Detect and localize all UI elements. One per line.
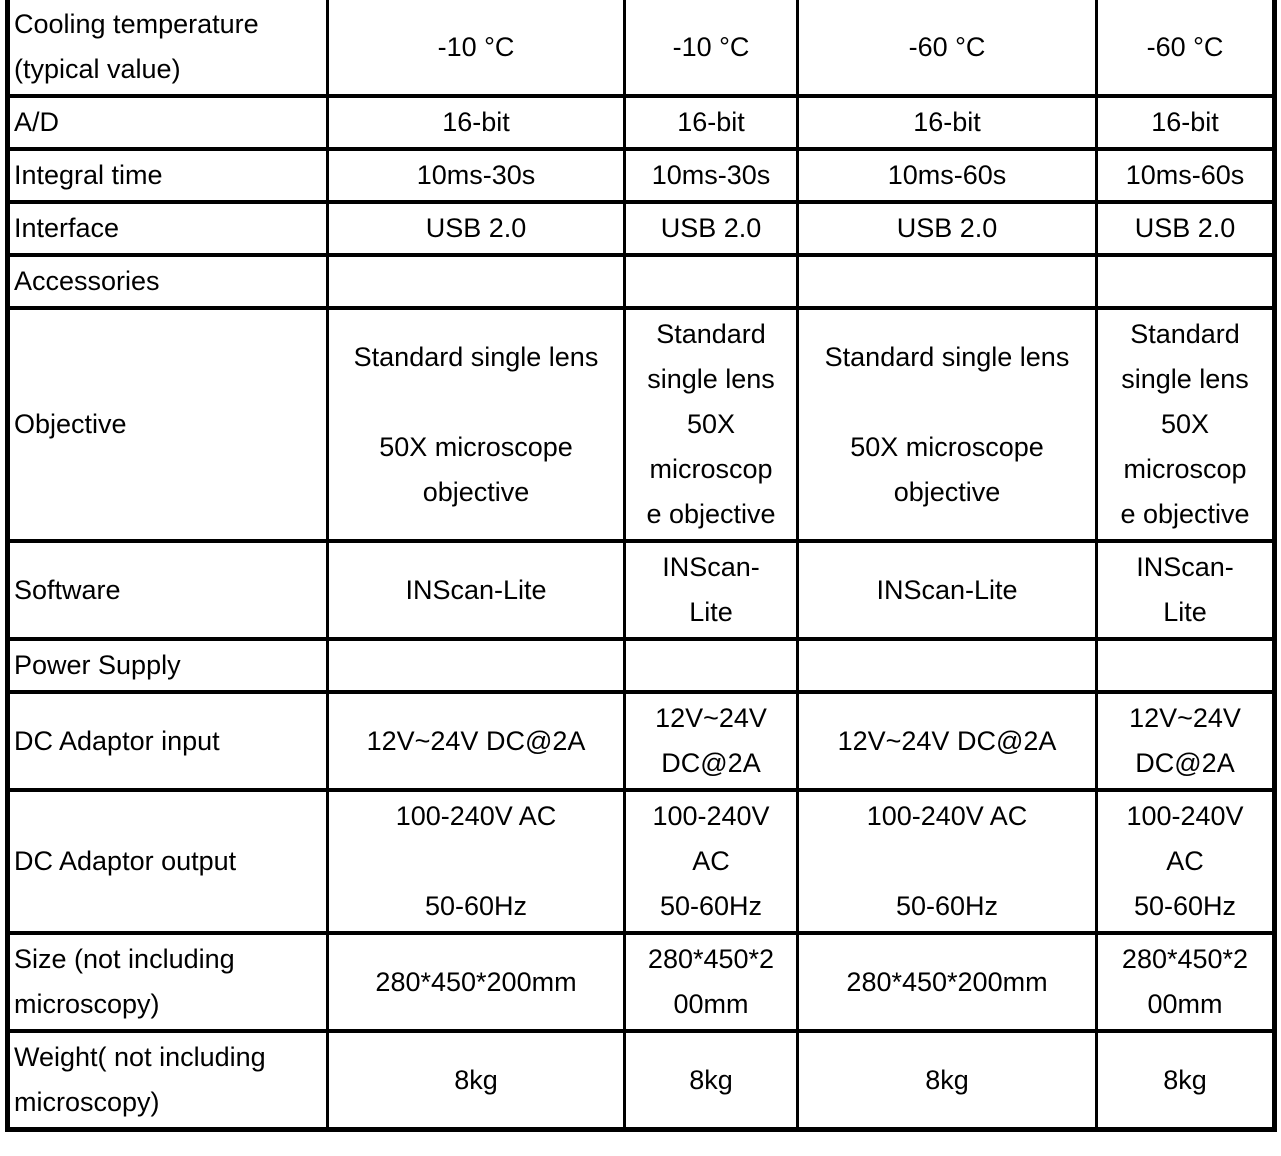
value-cell-col1	[328, 202, 625, 255]
blank-line	[1102, 259, 1268, 304]
value-cell-col3	[798, 0, 1097, 96]
row-label	[8, 149, 328, 202]
text-line: Standard	[1130, 319, 1240, 349]
value-cell-col4	[1097, 96, 1275, 149]
value-cell-col4	[1097, 933, 1275, 1031]
text-line: USB 2.0	[896, 213, 998, 243]
spec-table	[5, 0, 1277, 1132]
value-cell-col4	[1097, 541, 1275, 639]
text-line: 50-60Hz	[424, 891, 528, 921]
value-cell-col2	[625, 790, 798, 933]
text-line: INScan-	[662, 552, 760, 582]
text-line: 100-240V AC	[866, 801, 1028, 831]
blank-line	[1102, 643, 1268, 688]
blank-line	[333, 380, 619, 425]
value-cell-col3	[798, 255, 1097, 308]
text-line: 8kg	[925, 1064, 969, 1095]
text-line: Standard single lens	[824, 341, 1070, 372]
text-line: 8kg	[454, 1064, 498, 1095]
text-line: AC	[692, 846, 730, 876]
value-cell-col1	[328, 541, 625, 639]
value-cell-col2	[625, 692, 798, 790]
text-line: 12V~24V	[655, 703, 767, 733]
text-line: 50X	[1160, 409, 1210, 439]
text-line: (typical value)	[14, 54, 181, 84]
text-line: 8kg	[689, 1064, 733, 1095]
row-label	[8, 639, 328, 692]
row-label	[8, 692, 328, 790]
text-line: 16-bit	[913, 107, 981, 137]
text-line: 100-240V AC	[395, 801, 557, 831]
text-line: 100-240V	[1126, 801, 1244, 831]
table-row	[8, 149, 1275, 202]
value-cell-col3	[798, 639, 1097, 692]
value-cell-col3	[798, 96, 1097, 149]
value-cell-col3	[798, 790, 1097, 933]
text-line: 10ms-60s	[887, 160, 1007, 190]
table-row	[8, 202, 1275, 255]
value-cell-col4	[1097, 692, 1275, 790]
text-line: e objective	[646, 499, 776, 529]
table-row	[8, 1031, 1275, 1130]
text-line: INScan-Lite	[405, 574, 547, 605]
text-line: DC Adaptor input	[14, 725, 220, 756]
value-cell-col1	[328, 692, 625, 790]
value-cell-col1	[328, 790, 625, 933]
text-line: DC@2A	[1135, 748, 1235, 778]
row-label	[8, 933, 328, 1031]
table-row	[8, 96, 1275, 149]
value-cell-col2	[625, 933, 798, 1031]
blank-line	[630, 643, 792, 688]
text-line: AC	[1166, 846, 1204, 876]
value-cell-col3	[798, 692, 1097, 790]
value-cell-col3	[798, 308, 1097, 541]
row-label	[8, 255, 328, 308]
value-cell-col4	[1097, 639, 1275, 692]
text-line: -10 °C	[437, 31, 515, 62]
text-line: USB 2.0	[1134, 213, 1236, 243]
row-label	[8, 0, 328, 96]
text-line: 50X	[686, 409, 736, 439]
value-cell-col1	[328, 96, 625, 149]
text-line: -60 °C	[908, 31, 986, 62]
value-cell-col2	[625, 255, 798, 308]
value-cell-col2	[625, 541, 798, 639]
row-label	[8, 308, 328, 541]
text-line: objective	[893, 476, 1001, 507]
value-cell-col3	[798, 933, 1097, 1031]
value-cell-col1	[328, 308, 625, 541]
value-cell-col2	[625, 149, 798, 202]
text-line: Power Supply	[14, 650, 181, 680]
text-line: Software	[14, 574, 121, 605]
blank-line	[803, 643, 1091, 688]
text-line: 12V~24V DC@2A	[366, 725, 586, 756]
text-line: 50X microscope	[850, 431, 1044, 462]
text-line: Lite	[689, 597, 733, 627]
text-line: microscop	[649, 454, 773, 484]
text-line: 00mm	[1147, 989, 1223, 1019]
text-line: microscop	[1123, 454, 1247, 484]
value-cell-col4	[1097, 255, 1275, 308]
value-cell-col1	[328, 1031, 625, 1130]
table-row	[8, 0, 1275, 96]
text-line: 100-240V	[652, 801, 770, 831]
blank-line	[803, 380, 1091, 425]
value-cell-col2	[625, 0, 798, 96]
text-line: Standard	[656, 319, 766, 349]
table-row	[8, 933, 1275, 1031]
text-line: 12V~24V	[1129, 703, 1241, 733]
text-line: 50-60Hz	[895, 891, 999, 921]
value-cell-col1	[328, 639, 625, 692]
value-cell-col2	[625, 202, 798, 255]
text-line: e objective	[1120, 499, 1250, 529]
text-line: microscopy)	[14, 1087, 160, 1117]
text-line: Standard single lens	[353, 341, 599, 372]
value-cell-col2	[625, 96, 798, 149]
text-line: -60 °C	[1146, 31, 1224, 62]
text-line: 280*450*2	[647, 944, 775, 974]
text-line: DC@2A	[661, 748, 761, 778]
value-cell-col1	[328, 0, 625, 96]
value-cell-col1	[328, 933, 625, 1031]
value-cell-col2	[625, 639, 798, 692]
text-line: 16-bit	[1151, 107, 1219, 137]
value-cell-col4	[1097, 1031, 1275, 1130]
row-label	[8, 1031, 328, 1130]
blank-line	[803, 259, 1091, 304]
value-cell-col4	[1097, 790, 1275, 933]
value-cell-col3	[798, 149, 1097, 202]
text-line: 280*450*200mm	[846, 966, 1048, 997]
table-row	[8, 692, 1275, 790]
value-cell-col3	[798, 541, 1097, 639]
text-line: microscopy)	[14, 989, 160, 1019]
row-label	[8, 96, 328, 149]
value-cell-col4	[1097, 0, 1275, 96]
text-line: Accessories	[14, 266, 160, 296]
text-line: A/D	[14, 107, 60, 137]
text-line: Lite	[1163, 597, 1207, 627]
text-line: 10ms-30s	[416, 160, 536, 190]
row-label	[8, 202, 328, 255]
value-cell-col4	[1097, 149, 1275, 202]
text-line: 280*450*200mm	[375, 966, 577, 997]
text-line: Size (not including	[14, 944, 235, 974]
table-row	[8, 541, 1275, 639]
text-line: -10 °C	[672, 31, 750, 62]
text-line: 50X microscope	[379, 431, 573, 462]
text-line: single lens	[647, 364, 775, 394]
text-line: Interface	[14, 213, 120, 243]
blank-line	[333, 839, 619, 884]
text-line: Weight( not including	[14, 1042, 266, 1072]
text-line: 10ms-60s	[1125, 160, 1245, 190]
text-line: INScan-	[1136, 552, 1234, 582]
text-line: 50-60Hz	[659, 891, 763, 921]
value-cell-col1	[328, 149, 625, 202]
table-row	[8, 790, 1275, 933]
table-row	[8, 255, 1275, 308]
row-label	[8, 541, 328, 639]
value-cell-col4	[1097, 308, 1275, 541]
value-cell-col4	[1097, 202, 1275, 255]
text-line: objective	[422, 476, 530, 507]
text-line: 8kg	[1163, 1064, 1207, 1095]
text-line: 00mm	[673, 989, 749, 1019]
table-row	[8, 308, 1275, 541]
text-line: 12V~24V DC@2A	[837, 725, 1057, 756]
value-cell-col2	[625, 1031, 798, 1130]
text-line: Objective	[14, 409, 127, 439]
text-line: 50-60Hz	[1133, 891, 1237, 921]
text-line: Integral time	[14, 160, 163, 190]
spec-table-body	[8, 0, 1275, 1130]
text-line: USB 2.0	[660, 213, 762, 243]
value-cell-col3	[798, 202, 1097, 255]
value-cell-col3	[798, 1031, 1097, 1130]
value-cell-col1	[328, 255, 625, 308]
blank-line	[333, 643, 619, 688]
blank-line	[630, 259, 792, 304]
text-line: DC Adaptor output	[14, 846, 237, 876]
text-line: INScan-Lite	[876, 574, 1018, 605]
text-line: single lens	[1121, 364, 1249, 394]
blank-line	[803, 839, 1091, 884]
text-line: 280*450*2	[1121, 944, 1249, 974]
text-line: 16-bit	[677, 107, 745, 137]
text-line: 10ms-30s	[651, 160, 771, 190]
text-line: Cooling temperature	[14, 9, 259, 39]
text-line: 16-bit	[442, 107, 510, 137]
value-cell-col2	[625, 308, 798, 541]
row-label	[8, 790, 328, 933]
table-row	[8, 639, 1275, 692]
blank-line	[333, 259, 619, 304]
text-line: USB 2.0	[425, 213, 527, 243]
